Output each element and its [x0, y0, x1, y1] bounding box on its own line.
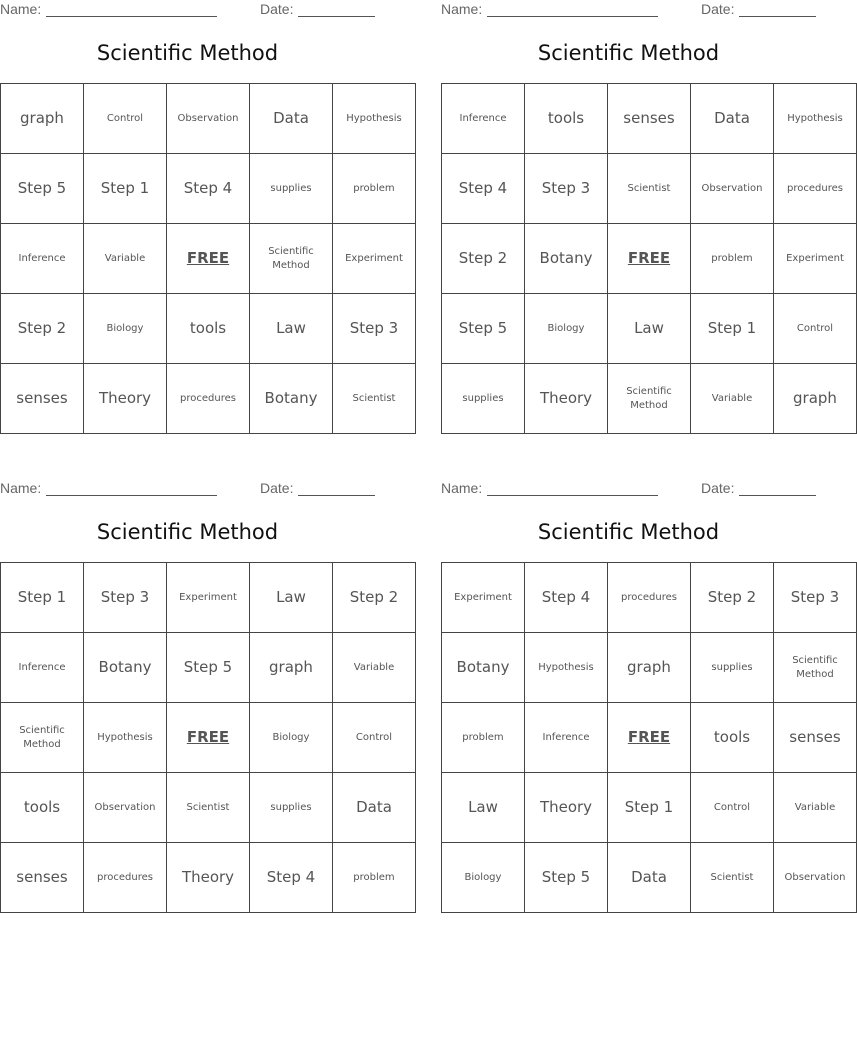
bingo-cell: tools	[525, 84, 608, 154]
name-blank-line	[46, 495, 217, 496]
bingo-cell: Botany	[442, 633, 525, 703]
bingo-cell: Step 4	[525, 563, 608, 633]
name-label: Name:	[0, 480, 42, 496]
bingo-cell: Data	[250, 84, 333, 154]
bingo-cell: supplies	[691, 633, 774, 703]
bingo-cell: Step 3	[774, 563, 857, 633]
bingo-cell: problem	[442, 703, 525, 773]
bingo-cell: Experiment	[333, 224, 416, 294]
bingo-cell: Step 3	[525, 154, 608, 224]
bingo-cell: senses	[608, 84, 691, 154]
bingo-cell: tools	[167, 294, 250, 364]
bingo-cell: graph	[1, 84, 84, 154]
bingo-cell: Variable	[84, 224, 167, 294]
bingo-cell: Scientific Method	[1, 703, 84, 773]
bingo-cell: supplies	[250, 154, 333, 224]
bingo-cell: Control	[333, 703, 416, 773]
bingo-cell: Botany	[84, 633, 167, 703]
bingo-cell: Hypothesis	[333, 84, 416, 154]
grid-row	[1, 773, 416, 843]
grid-row	[442, 154, 857, 224]
bingo-cell: Step 2	[442, 224, 525, 294]
bingo-cell: graph	[250, 633, 333, 703]
date-label: Date:	[260, 480, 294, 496]
name-label: Name:	[441, 480, 483, 496]
card-title: Scientific Method	[537, 41, 720, 65]
bingo-cell: Inference	[442, 84, 525, 154]
bingo-cell: tools	[1, 773, 84, 843]
card-header	[0, 480, 375, 500]
bingo-cell: Scientific Method	[250, 224, 333, 294]
bingo-cell: Theory	[167, 843, 250, 913]
bingo-cell: Scientific Method	[774, 633, 857, 703]
grid-row	[1, 703, 416, 773]
bingo-card	[441, 479, 846, 914]
bingo-cell: Step 1	[1, 563, 84, 633]
grid-row	[442, 294, 857, 364]
bingo-cell: Scientific Method	[608, 364, 691, 434]
bingo-cell: Control	[84, 84, 167, 154]
bingo-cell: Law	[608, 294, 691, 364]
bingo-cell: Experiment	[774, 224, 857, 294]
date-blank-line	[739, 495, 816, 496]
bingo-cell: Data	[333, 773, 416, 843]
date-label: Date:	[701, 480, 735, 496]
bingo-cell: Biology	[442, 843, 525, 913]
name-blank-line	[487, 16, 658, 17]
bingo-cell: tools	[691, 703, 774, 773]
bingo-cell: Law	[442, 773, 525, 843]
card-title: Scientific Method	[96, 520, 279, 544]
grid-row	[442, 84, 857, 154]
card-header	[0, 1, 375, 21]
bingo-cell: Theory	[84, 364, 167, 434]
bingo-cell: Inference	[1, 224, 84, 294]
bingo-cell: Botany	[250, 364, 333, 434]
bingo-cell: Step 5	[442, 294, 525, 364]
bingo-cell: procedures	[774, 154, 857, 224]
bingo-card	[0, 479, 399, 914]
bingo-cell: Inference	[525, 703, 608, 773]
bingo-cell: Theory	[525, 773, 608, 843]
bingo-cell: Scientist	[608, 154, 691, 224]
bingo-cell: Observation	[84, 773, 167, 843]
bingo-cell: Hypothesis	[84, 703, 167, 773]
bingo-cell: Step 5	[1, 154, 84, 224]
bingo-cell: Data	[608, 843, 691, 913]
bingo-cell: supplies	[250, 773, 333, 843]
date-label: Date:	[701, 1, 735, 17]
grid-row	[442, 773, 857, 843]
bingo-cell: Step 4	[167, 154, 250, 224]
grid-row	[1, 843, 416, 913]
grid-row	[1, 154, 416, 224]
bingo-cell: Observation	[774, 843, 857, 913]
free-space-cell: FREE	[608, 703, 691, 773]
bingo-cell: Scientist	[167, 773, 250, 843]
bingo-cell: Step 2	[333, 563, 416, 633]
free-space-cell: FREE	[167, 703, 250, 773]
bingo-cell: procedures	[608, 563, 691, 633]
grid-row	[442, 843, 857, 913]
bingo-grid	[441, 83, 857, 434]
bingo-cell: Observation	[691, 154, 774, 224]
grid-row	[1, 224, 416, 294]
bingo-card	[441, 0, 844, 435]
bingo-cell: Hypothesis	[774, 84, 857, 154]
bingo-cell: Inference	[1, 633, 84, 703]
bingo-cell: Observation	[167, 84, 250, 154]
bingo-cell: Step 4	[250, 843, 333, 913]
bingo-cell: supplies	[442, 364, 525, 434]
bingo-cell: graph	[774, 364, 857, 434]
bingo-cell: senses	[1, 364, 84, 434]
date-label: Date:	[260, 1, 294, 17]
bingo-cell: Step 1	[691, 294, 774, 364]
bingo-cell: problem	[333, 843, 416, 913]
bingo-cell: Theory	[525, 364, 608, 434]
bingo-cell: graph	[608, 633, 691, 703]
bingo-cell: Control	[691, 773, 774, 843]
grid-row	[1, 633, 416, 703]
bingo-cell: Variable	[333, 633, 416, 703]
free-space-cell: FREE	[608, 224, 691, 294]
grid-row	[442, 703, 857, 773]
name-label: Name:	[0, 1, 42, 17]
bingo-cell: Step 4	[442, 154, 525, 224]
bingo-cell: Law	[250, 563, 333, 633]
bingo-cell: procedures	[84, 843, 167, 913]
bingo-cell: Hypothesis	[525, 633, 608, 703]
card-header	[441, 1, 816, 21]
bingo-cell: Step 3	[333, 294, 416, 364]
bingo-cell: Botany	[525, 224, 608, 294]
date-blank-line	[298, 495, 375, 496]
grid-row	[442, 633, 857, 703]
bingo-cell: procedures	[167, 364, 250, 434]
bingo-cell: senses	[1, 843, 84, 913]
bingo-cell: Step 1	[84, 154, 167, 224]
card-title: Scientific Method	[96, 41, 279, 65]
bingo-grid	[0, 562, 416, 913]
bingo-cell: Control	[774, 294, 857, 364]
date-blank-line	[298, 16, 375, 17]
bingo-cell: problem	[333, 154, 416, 224]
bingo-cell: Step 3	[84, 563, 167, 633]
bingo-cell: senses	[774, 703, 857, 773]
date-blank-line	[739, 16, 816, 17]
bingo-cell: Experiment	[442, 563, 525, 633]
bingo-cell: Law	[250, 294, 333, 364]
grid-row	[1, 84, 416, 154]
grid-row	[1, 364, 416, 434]
bingo-grid	[441, 562, 857, 913]
name-blank-line	[46, 16, 217, 17]
grid-row	[442, 563, 857, 633]
bingo-cell: Step 5	[525, 843, 608, 913]
bingo-cell: problem	[691, 224, 774, 294]
card-title: Scientific Method	[537, 520, 720, 544]
bingo-cell: Step 1	[608, 773, 691, 843]
bingo-cell: Biology	[250, 703, 333, 773]
name-label: Name:	[441, 1, 483, 17]
bingo-cell: Biology	[525, 294, 608, 364]
bingo-cell: Step 2	[1, 294, 84, 364]
bingo-cell: Biology	[84, 294, 167, 364]
bingo-card	[0, 0, 403, 435]
bingo-cell: Step 5	[167, 633, 250, 703]
bingo-grid	[0, 83, 416, 434]
name-blank-line	[487, 495, 658, 496]
grid-row	[1, 563, 416, 633]
bingo-cell: Variable	[774, 773, 857, 843]
free-space-cell: FREE	[167, 224, 250, 294]
bingo-cell: Data	[691, 84, 774, 154]
bingo-cell: Experiment	[167, 563, 250, 633]
grid-row	[1, 294, 416, 364]
bingo-cell: Variable	[691, 364, 774, 434]
bingo-cell: Scientist	[691, 843, 774, 913]
card-header	[441, 480, 816, 500]
grid-row	[442, 224, 857, 294]
bingo-cell: Step 2	[691, 563, 774, 633]
bingo-cell: Scientist	[333, 364, 416, 434]
grid-row	[442, 364, 857, 434]
